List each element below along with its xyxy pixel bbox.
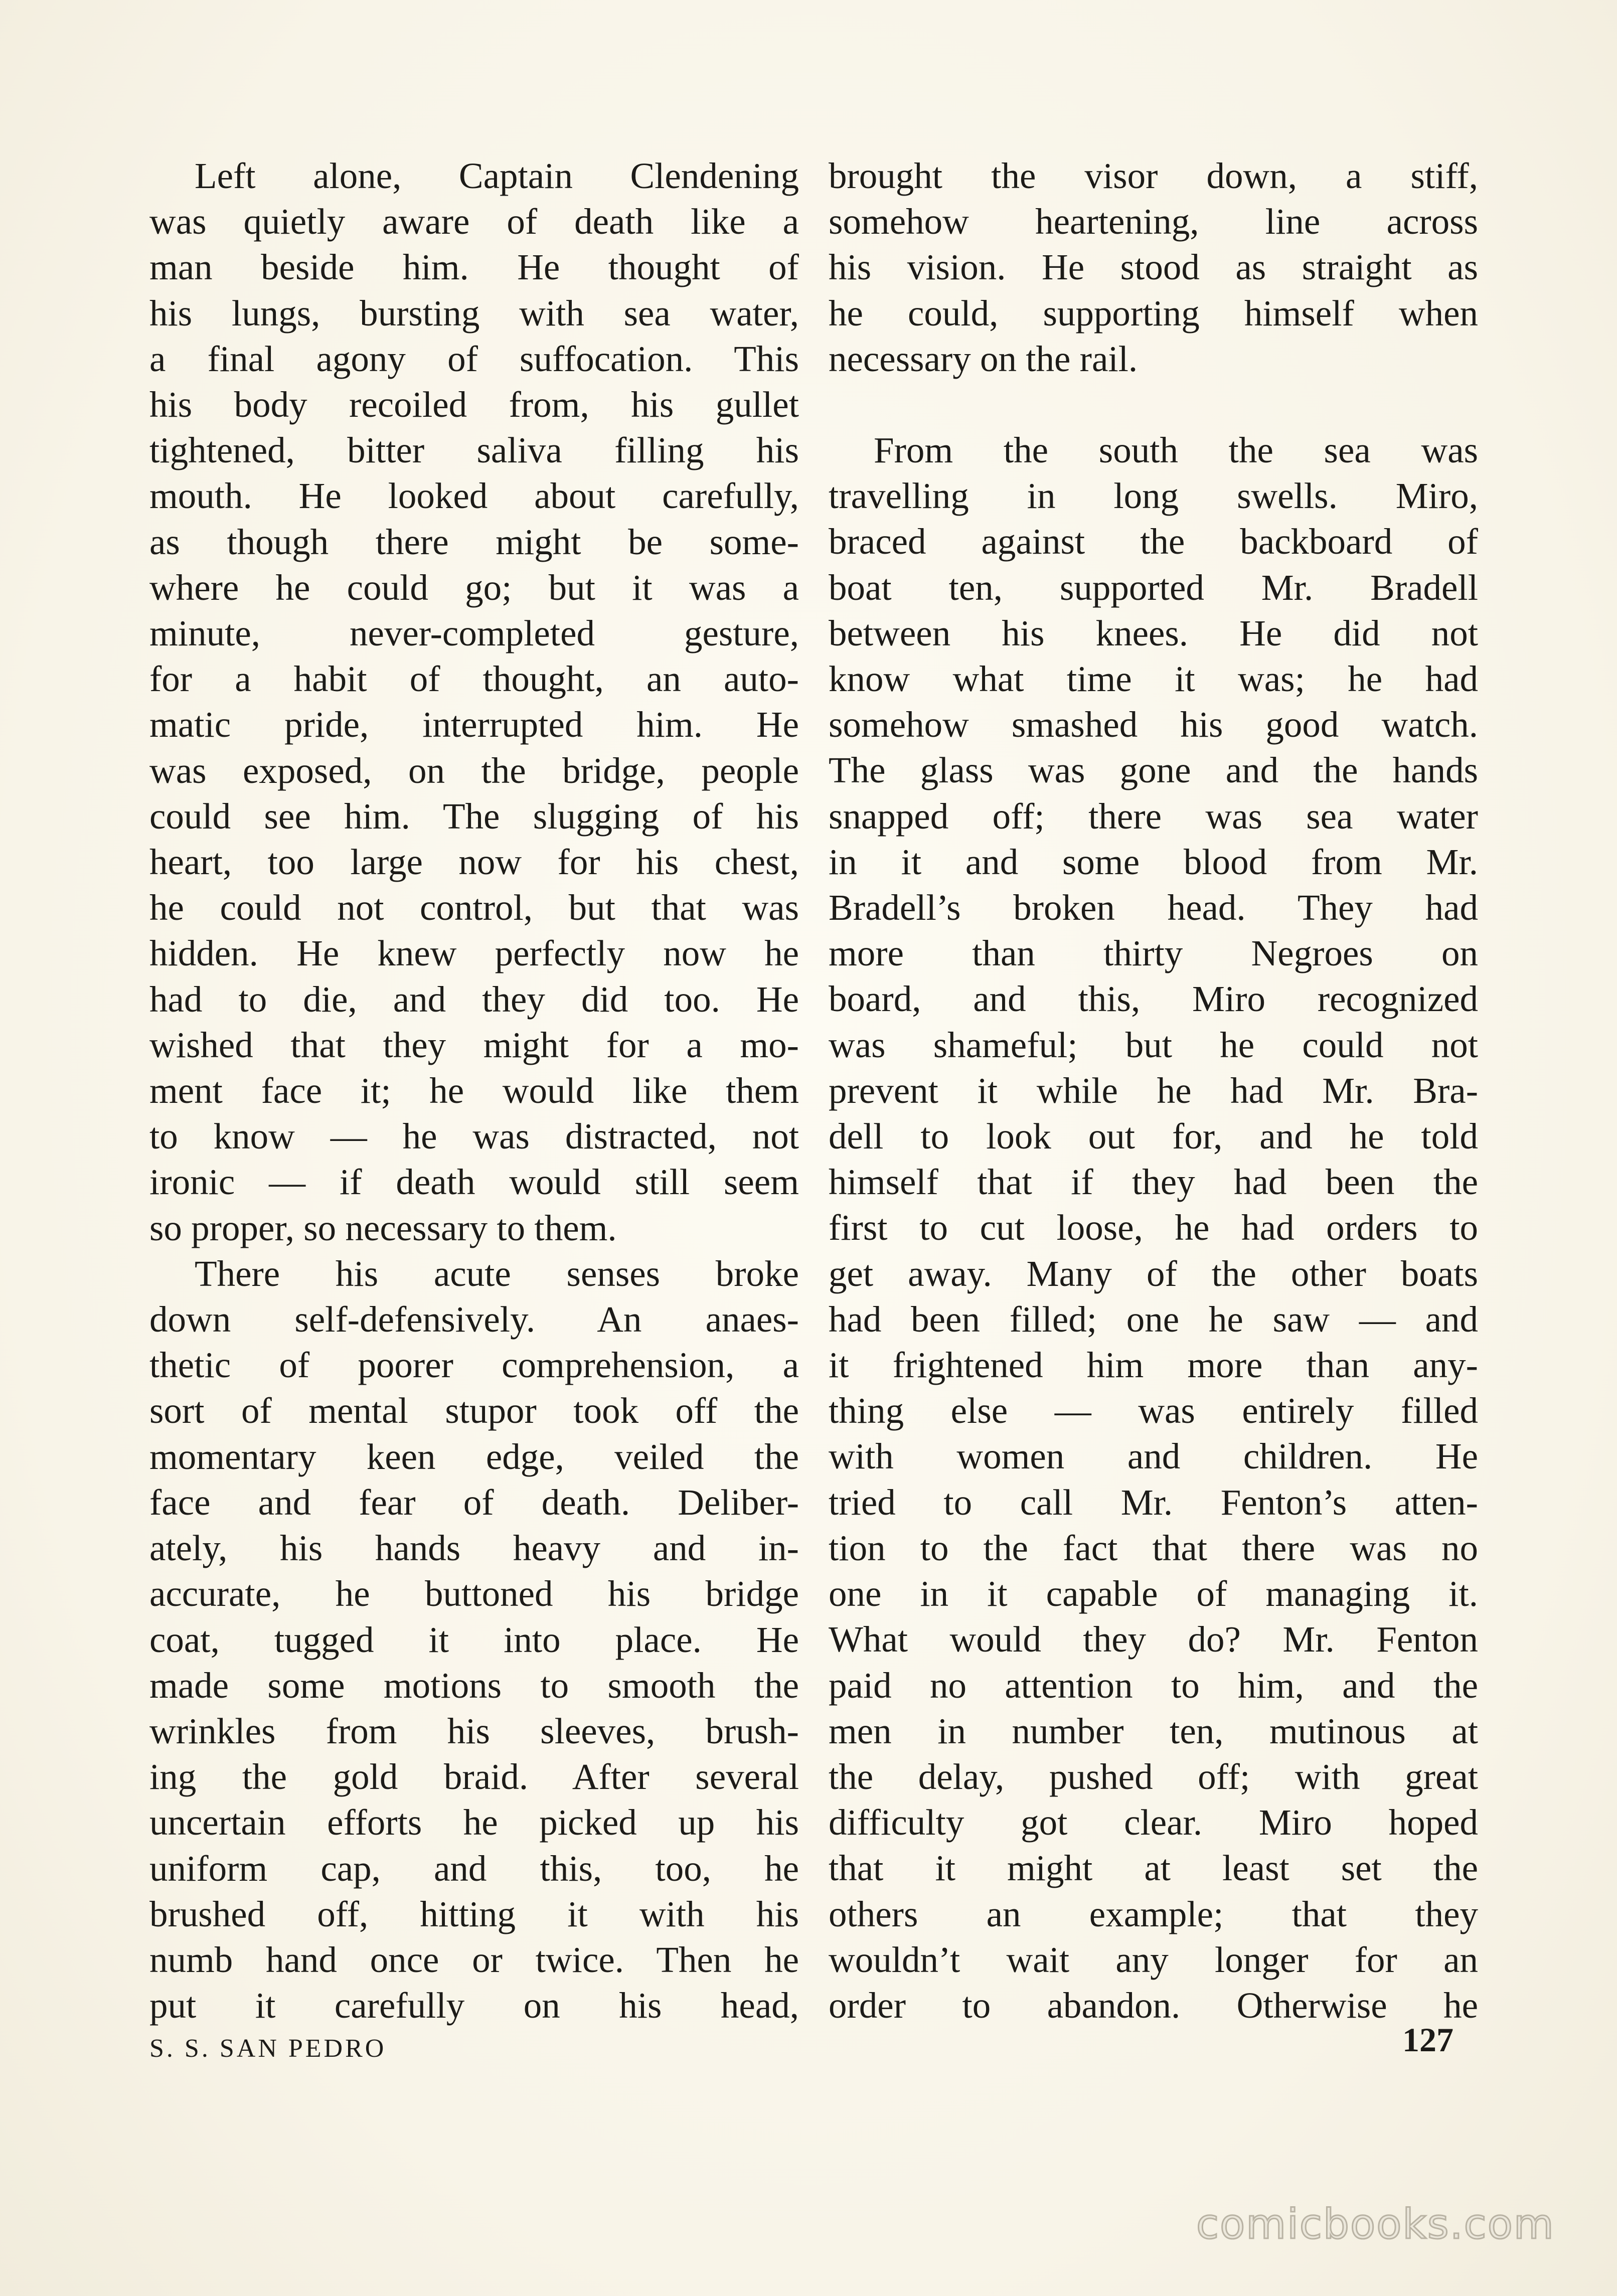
text-line: a final agony of suffocation. This — [149, 338, 799, 379]
text-line: braced against the backboard of — [829, 521, 1478, 562]
text-line: first to cut loose, he had orders to — [829, 1207, 1478, 1248]
text-line: matic pride, interrupted him. He — [149, 704, 799, 745]
text-line: as though there might be some- — [149, 521, 799, 562]
text-line: There his acute senses broke — [195, 1253, 799, 1294]
text-line: snapped off; there was sea water — [829, 795, 1478, 837]
text-line: uncertain efforts he picked up his — [149, 1802, 799, 1843]
paragraph-gap — [829, 382, 1478, 427]
text-line: men in number ten, mutinous at — [829, 1710, 1478, 1751]
text-line: for a habit of thought, an auto- — [149, 659, 799, 700]
text-line: had been filled; one he saw — and — [829, 1298, 1478, 1340]
text-line: momentary keen edge, veiled the — [149, 1436, 799, 1477]
text-line: one in it capable of managing it. — [829, 1573, 1478, 1614]
text-line: From the south the sea was — [874, 430, 1478, 471]
text-line: brought the visor down, a stiff, — [829, 155, 1478, 196]
text-line: travelling in long swells. Miro, — [829, 475, 1478, 517]
text-line: he could, supporting himself when — [829, 292, 1478, 334]
text-line: tion to the fact that there was no — [829, 1527, 1478, 1568]
text-line: uniform cap, and this, too, he — [149, 1848, 799, 1889]
text-line: made some motions to smooth the — [149, 1665, 799, 1706]
text-line: somehow smashed his good watch. — [829, 704, 1478, 745]
text-line: dell to look out for, and he told — [829, 1116, 1478, 1157]
text-line: was quietly aware of death like a — [149, 201, 799, 242]
text-line: boat ten, supported Mr. Bradell — [829, 567, 1478, 608]
text-line: hidden. He knew perfectly now he — [149, 933, 799, 974]
text-line: had to die, and they did too. He — [149, 978, 799, 1020]
right-column-paragraph-2 — [829, 427, 1478, 2028]
text-line: others an example; that they — [829, 1893, 1478, 1934]
text-line: ing the gold braid. After several — [149, 1756, 799, 1797]
text-line: board, and this, Miro recognized — [829, 978, 1478, 1020]
text-line: down self-defensively. An anaes- — [149, 1299, 799, 1340]
text-line: put it carefully on his head, — [149, 1985, 799, 2026]
text-line: thetic of poorer comprehension, a — [149, 1345, 799, 1386]
right-column-paragraph-1 — [829, 153, 1478, 382]
text-line: thing else — was entirely filled — [829, 1390, 1478, 1431]
text-line: that it might at least set the — [829, 1848, 1478, 1889]
text-line: ironic — if death would still seem — [149, 1162, 799, 1203]
text-line: know what time it was; he had — [829, 659, 1478, 700]
text-line: somehow heartening, line across — [829, 201, 1478, 242]
text-line: coat, tugged it into place. He — [149, 1619, 799, 1660]
page-number: 127 — [1402, 2021, 1453, 2059]
text-line: he could not control, but that was — [149, 887, 799, 928]
text-line: face and fear of death. Deliber- — [149, 1482, 799, 1523]
watermark: comicbooks.com — [1196, 2201, 1555, 2248]
text-line: his lungs, bursting with sea water, — [149, 292, 799, 334]
text-line: man beside him. He thought of — [149, 247, 799, 288]
text-line: brushed off, hitting it with his — [149, 1893, 799, 1934]
left-column-text — [149, 153, 799, 2028]
text-line: where he could go; but it was a — [149, 567, 799, 608]
text-line: so proper, so necessary to them. — [149, 1207, 617, 1248]
text-line: minute, never-completed gesture, — [149, 613, 799, 654]
text-line: was exposed, on the bridge, people — [149, 750, 799, 791]
text-line: it frightened him more than any- — [829, 1345, 1478, 1386]
text-line: sort of mental stupor took off the — [149, 1390, 799, 1431]
text-line: wished that they might for a mo- — [149, 1024, 799, 1065]
text-line: accurate, he buttoned his bridge — [149, 1573, 799, 1614]
text-line: Left alone, Captain Clendening — [195, 155, 799, 196]
text-line: wrinkles from his sleeves, brush- — [149, 1710, 799, 1751]
text-line: numb hand once or twice. Then he — [149, 1939, 799, 1980]
text-line: necessary on the rail. — [829, 338, 1138, 379]
text-line: Bradell’s broken head. They had — [829, 887, 1478, 928]
text-line: more than thirty Negroes on — [829, 933, 1478, 974]
text-line: mouth. He looked about carefully, — [149, 475, 799, 517]
text-line: order to abandon. Otherwise he — [829, 1985, 1478, 2026]
text-line: heart, too large now for his chest, — [149, 842, 799, 883]
text-line: between his knees. He did not — [829, 612, 1478, 653]
text-line: prevent it while he had Mr. Bra- — [829, 1070, 1478, 1111]
text-line: to know — he was distracted, not — [149, 1116, 799, 1157]
text-line: get away. Many of the other boats — [829, 1253, 1478, 1294]
text-line: difficulty got clear. Miro hoped — [829, 1802, 1478, 1843]
text-line: tightened, bitter saliva filling his — [149, 430, 799, 471]
text-line: The glass was gone and the hands — [829, 750, 1478, 791]
right-column — [829, 153, 1478, 2028]
text-line: could see him. The slugging of his — [149, 795, 799, 837]
text-line: was shameful; but he could not — [829, 1024, 1478, 1065]
text-line: his vision. He stood as straight as — [829, 247, 1478, 288]
text-line: his body recoiled from, his gullet — [149, 384, 799, 425]
text-line: in it and some blood from Mr. — [829, 841, 1478, 882]
text-line: himself that if they had been the — [829, 1162, 1478, 1203]
text-line: tried to call Mr. Fenton’s atten- — [829, 1482, 1478, 1523]
running-head: S. S. SAN PEDRO — [149, 2034, 387, 2063]
text-line: the delay, pushed off; with great — [829, 1756, 1478, 1797]
text-line: ment face it; he would like them — [149, 1070, 799, 1111]
text-line: with women and children. He — [829, 1436, 1478, 1477]
text-line: What would they do? Mr. Fenton — [829, 1619, 1478, 1660]
text-line: wouldn’t wait any longer for an — [829, 1939, 1478, 1980]
text-line: paid no attention to him, and the — [829, 1665, 1478, 1706]
left-column — [149, 153, 799, 2028]
text-line: ately, his hands heavy and in- — [149, 1528, 799, 1569]
